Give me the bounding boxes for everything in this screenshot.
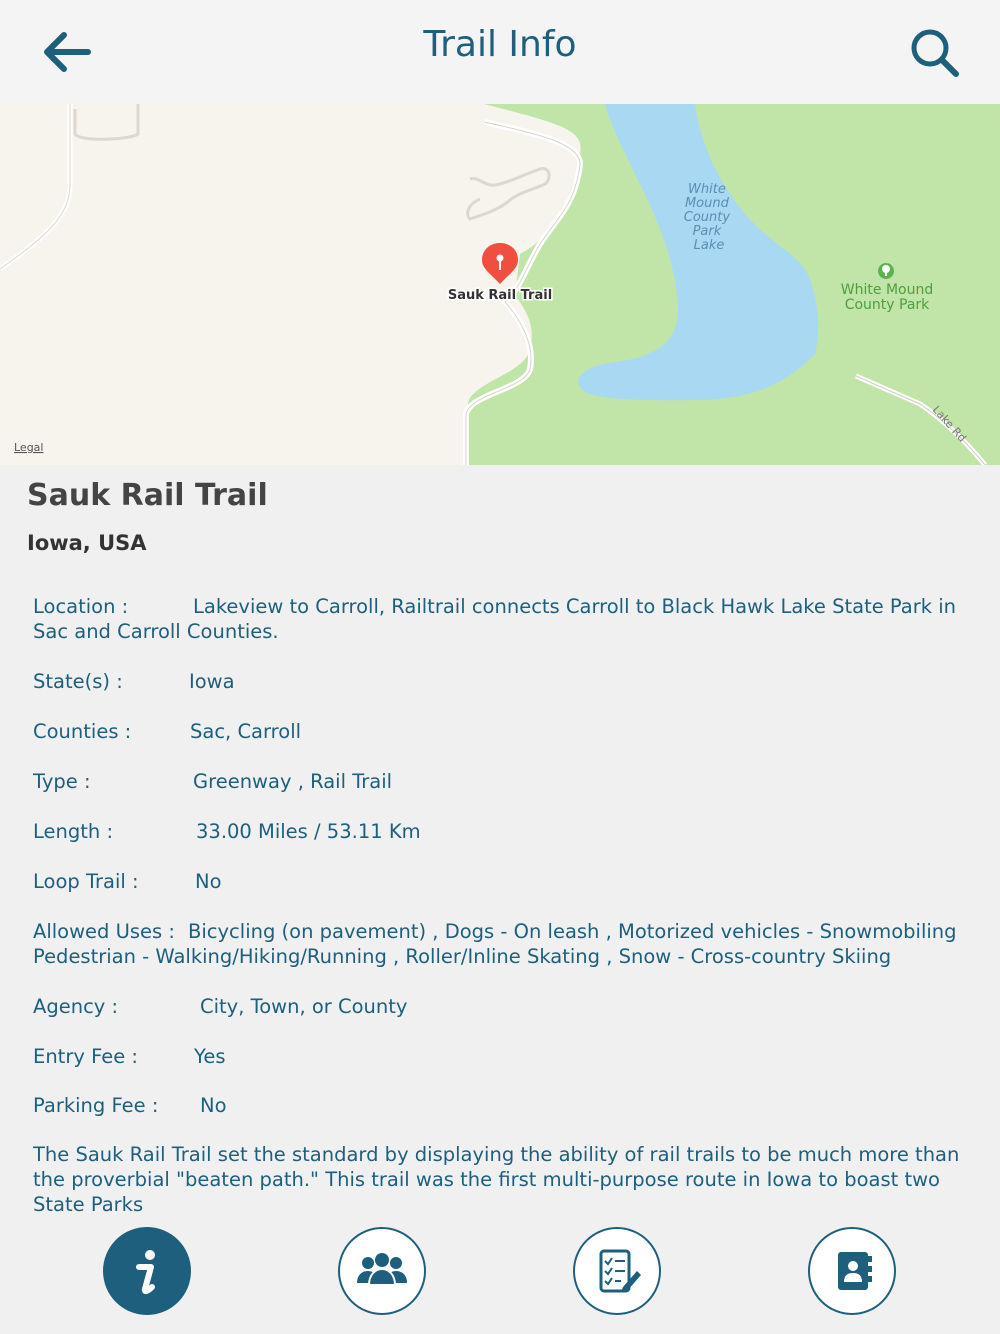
states-row: [33, 669, 963, 694]
loop-label: Loop Trail :: [33, 870, 139, 893]
tab-checklist[interactable]: [573, 1227, 661, 1315]
uses-row: [33, 919, 963, 969]
states-value: Iowa: [189, 670, 235, 693]
bottom-tab-bar: [0, 1215, 1000, 1334]
trail-name: Sauk Rail Trail: [27, 478, 268, 513]
location-value: Lakeview to Carroll, Railtrail connects Carroll to Black Hawk Lake State Park in Sac and Carroll Counties.: [33, 595, 957, 643]
contact-book-icon: [810, 1229, 894, 1313]
search-icon: [906, 26, 964, 80]
tab-info[interactable]: [103, 1227, 191, 1315]
type-row: [33, 769, 963, 794]
entry-fee-value: Yes: [194, 1045, 226, 1068]
parking-fee-value: No: [200, 1094, 227, 1117]
loop-value: No: [195, 870, 222, 893]
uses-value: Bicycling (on pavement) , Dogs - On leash , Motorized vehicles - Snowmobiling Pedestrian - Walking/Hiking/Running , Roller/Inline Skating , Snow - Cross-country Skiing: [33, 920, 957, 968]
pin-label: Sauk Rail Trail: [447, 288, 553, 303]
header-bar: [0, 0, 1000, 104]
parking-fee-row: [33, 1093, 963, 1118]
trail-region: Iowa, USA: [27, 531, 147, 555]
type-value: Greenway , Rail Trail: [193, 770, 393, 793]
location-label: Location :: [33, 595, 129, 618]
entry-fee-label: Entry Fee :: [33, 1045, 138, 1068]
park-label-2: County Park: [844, 297, 930, 313]
length-label: Length :: [33, 820, 114, 843]
trail-description: The Sauk Rail Trail set the standard by displaying the ability of rail trails to be much more than the proverbial "beaten path." This trail was the first multi-purpose route in Iowa to boast two State Parks: [33, 1143, 960, 1216]
length-row: [33, 819, 963, 844]
counties-label: Counties :: [33, 720, 132, 743]
park-label: White Mound: [840, 282, 934, 298]
uses-label: Allowed Uses :: [33, 920, 175, 943]
page-title: Trail Info: [423, 24, 577, 65]
group-icon: [340, 1229, 424, 1313]
counties-value: Sac, Carroll: [190, 720, 302, 743]
park-icon: [878, 263, 894, 279]
tab-community[interactable]: [338, 1227, 426, 1315]
road-label: Lake Rd: [929, 403, 969, 445]
info-icon: [105, 1229, 189, 1313]
lake-label: White Mound County Park Lake: [683, 182, 731, 253]
type-label: Type :: [33, 770, 91, 793]
tab-contacts[interactable]: [808, 1227, 896, 1315]
search-button[interactable]: [906, 26, 964, 80]
loop-row: [33, 869, 963, 894]
agency-row: [33, 994, 963, 1019]
counties-row: [33, 719, 963, 744]
checklist-icon: [575, 1229, 659, 1313]
agency-label: Agency :: [33, 995, 119, 1018]
entry-fee-row: [33, 1044, 963, 1069]
length-value: 33.00 Miles / 53.11 Km: [196, 820, 421, 843]
trail-info: [0, 465, 1000, 1216]
legal-link: Legal: [14, 441, 44, 454]
trail-map[interactable]: [0, 104, 1000, 465]
parking-fee-label: Parking Fee :: [33, 1094, 159, 1117]
agency-value: City, Town, or County: [200, 995, 408, 1018]
location-row: [33, 594, 963, 644]
states-label: State(s) :: [33, 670, 123, 693]
